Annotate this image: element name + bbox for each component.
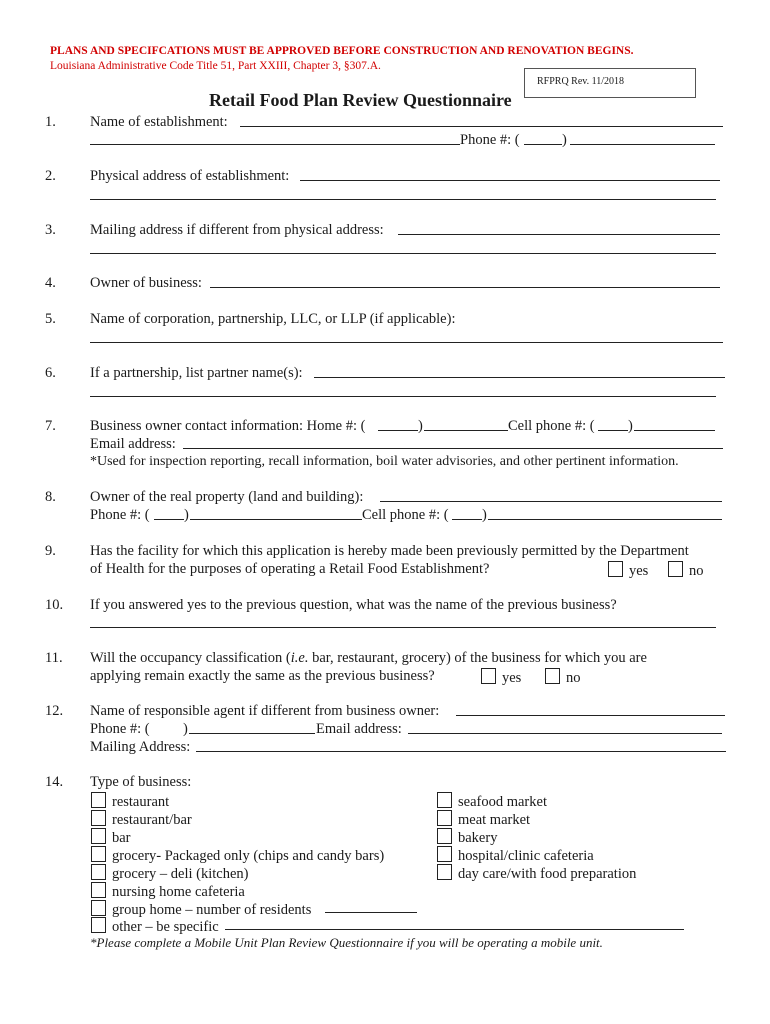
approval-warning: PLANS AND SPECIFCATIONS MUST BE APPROVED BEFORE CONSTRUCTION AND RENOVATION BEGINS. [50, 45, 634, 57]
q9-number: 9. [45, 543, 56, 559]
option-other[interactable] [91, 917, 219, 936]
q4-owner-field[interactable] [210, 287, 720, 288]
q8-owner-field[interactable] [380, 501, 722, 502]
checkbox[interactable] [437, 864, 452, 880]
q2-number: 2. [45, 168, 56, 184]
q9-line1: Has the facility for which this application is hereby made been previously permitted by the Department [90, 543, 689, 559]
q3-label: Mailing address if different from physical address: [90, 222, 384, 238]
q9-yes-checkbox[interactable] [608, 561, 623, 577]
q7-number: 7. [45, 418, 56, 434]
q8-phone-field[interactable] [190, 519, 362, 520]
option-grocery-packaged[interactable] [91, 846, 384, 865]
form-title: Retail Food Plan Review Questionnaire [209, 90, 512, 110]
option-restaurant-bar[interactable] [91, 810, 192, 829]
option-label: nursing home cafeteria [112, 884, 245, 900]
option-label: group home – number of residents [112, 902, 312, 918]
q7-home-area-field[interactable] [378, 430, 418, 431]
code-reference: Louisiana Administrative Code Title 51, Part XXIII, Chapter 3, §307.A. [50, 60, 381, 72]
q8-phone-label: Phone #: ( [90, 507, 150, 523]
q7-home-close: ) [418, 418, 423, 434]
q1-phone-label: Phone #: ( [460, 132, 520, 148]
q8-phone-close: ) [184, 507, 189, 523]
option-label: restaurant [112, 794, 170, 810]
option-grocery-deli[interactable] [91, 864, 248, 883]
checkbox[interactable] [437, 810, 452, 826]
q9-yes-option[interactable] [608, 561, 648, 580]
q9-no-option[interactable] [668, 561, 704, 580]
mobile-unit-note: *Please complete a Mobile Unit Plan Review Questionnaire if you will be operating a mobile unit. [90, 935, 603, 950]
q1-number: 1. [45, 114, 56, 130]
option-seafood-market[interactable] [437, 792, 547, 811]
q11-number: 11. [45, 650, 63, 666]
option-label: hospital/clinic cafeteria [458, 848, 594, 864]
option-label: restaurant/bar [112, 812, 192, 828]
q7-cell-label: Cell phone #: ( [508, 418, 595, 434]
option-nursing-home[interactable] [91, 882, 245, 901]
q8-cell-label: Cell phone #: ( [362, 507, 449, 523]
checkbox[interactable] [91, 792, 106, 808]
q12-label: Name of responsible agent if different from business owner: [90, 703, 440, 719]
checkbox[interactable] [437, 828, 452, 844]
q7-cell-phone-field[interactable] [634, 430, 715, 431]
q3-mailing-field[interactable] [398, 234, 720, 235]
q14-number: 14. [45, 774, 64, 790]
q5-corporation-field[interactable] [90, 342, 723, 343]
q7-note: *Used for inspection reporting, recall information, boil water advisories, and other pertinent information. [90, 454, 679, 469]
q1-name-field-cont[interactable] [90, 144, 460, 145]
q11-yes-checkbox[interactable] [481, 668, 496, 684]
q12-email-label: Email address: [316, 721, 402, 737]
q5-number: 5. [45, 311, 56, 327]
checkbox[interactable] [437, 792, 452, 808]
q5-label: Name of corporation, partnership, LLC, or LLP (if applicable): [90, 311, 456, 327]
q10-previous-business-field[interactable] [90, 627, 716, 628]
option-label: day care/with food preparation [458, 866, 637, 882]
q1-phone-area-field[interactable] [524, 144, 562, 145]
option-label: other – be specific [112, 919, 219, 935]
option-label: bakery [458, 830, 498, 846]
q7-cell-area-field[interactable] [598, 430, 628, 431]
q11-no-checkbox[interactable] [545, 668, 560, 684]
q1-phone-field[interactable] [570, 144, 715, 145]
q6-partner-field-cont[interactable] [90, 396, 716, 397]
other-specify-field[interactable] [225, 929, 684, 930]
group-home-residents-field[interactable] [325, 912, 417, 913]
q11-line1-b: bar, restaurant, grocery) of the business for which you are [308, 650, 647, 666]
q9-no-checkbox[interactable] [668, 561, 683, 577]
q8-phone-area-field[interactable] [154, 519, 184, 520]
q8-number: 8. [45, 489, 56, 505]
option-hospital-cafeteria[interactable] [437, 846, 594, 865]
q9-line2: of Health for the purposes of operating a Retail Food Establishment? [90, 561, 490, 577]
q8-cell-phone-field[interactable] [488, 519, 722, 520]
q11-yes-label: yes [502, 670, 522, 686]
q11-line1 [90, 650, 647, 667]
checkbox[interactable] [91, 882, 106, 898]
q1-phone-close: ) [562, 132, 567, 148]
q6-number: 6. [45, 365, 56, 381]
q12-email-field[interactable] [408, 733, 722, 734]
q12-mailing-field[interactable] [196, 751, 726, 752]
checkbox[interactable] [91, 917, 106, 933]
checkbox[interactable] [437, 846, 452, 862]
checkbox[interactable] [91, 864, 106, 880]
q4-number: 4. [45, 275, 56, 291]
q9-yes-label: yes [629, 563, 649, 579]
q7-home-phone-field[interactable] [424, 430, 508, 431]
revision-box [524, 68, 696, 98]
q12-phone-close: ) [183, 721, 188, 737]
revision-label: RFPRQ Rev. 11/2018 [537, 76, 625, 87]
q11-no-label: no [566, 670, 581, 686]
q7-email-field[interactable] [183, 448, 723, 449]
q11-no-option[interactable] [545, 668, 581, 687]
option-meat-market[interactable] [437, 810, 530, 829]
q11-line2: applying remain exactly the same as the previous business? [90, 668, 435, 684]
q12-number: 12. [45, 703, 64, 719]
q6-label: If a partnership, list partner name(s): [90, 365, 303, 381]
q10-number: 10. [45, 597, 64, 613]
q7-cell-close: ) [628, 418, 633, 434]
q12-mailing-label: Mailing Address: [90, 739, 191, 755]
option-label: grocery- Packaged only (chips and candy bars) [112, 848, 385, 864]
q4-label: Owner of business: [90, 275, 202, 291]
checkbox[interactable] [91, 810, 106, 826]
q8-cell-close: ) [482, 507, 487, 523]
option-label: grocery – deli (kitchen) [112, 866, 249, 882]
q11-ie: i.e. [290, 650, 309, 666]
q12-agent-field[interactable] [456, 715, 725, 716]
q1-name-field[interactable] [240, 126, 723, 127]
q12-phone-label: Phone #: ( [90, 721, 150, 737]
option-day-care[interactable] [437, 864, 636, 883]
q1-label: Name of establishment: [90, 114, 228, 130]
option-label: bar [112, 830, 131, 846]
q7-home-label: Business owner contact information: Home #: ( [90, 418, 366, 434]
q7-email-label: Email address: [90, 436, 176, 452]
option-bakery[interactable] [437, 828, 497, 847]
q3-number: 3. [45, 222, 56, 238]
q11-yes-option[interactable] [481, 668, 521, 687]
q11-line1-a: Will the occupancy classification ( [90, 650, 291, 666]
option-label: meat market [458, 812, 531, 828]
q9-no-label: no [689, 563, 704, 579]
option-label: seafood market [458, 794, 547, 810]
checkbox[interactable] [91, 828, 106, 844]
q2-label: Physical address of establishment: [90, 168, 290, 184]
checkbox[interactable] [91, 900, 106, 916]
q12-phone-field[interactable] [189, 733, 315, 734]
option-restaurant[interactable] [91, 792, 169, 811]
q3-mailing-field-cont[interactable] [90, 253, 716, 254]
option-bar[interactable] [91, 828, 131, 847]
q8-label: Owner of the real property (land and building): [90, 489, 364, 505]
q2-address-field-cont[interactable] [90, 199, 716, 200]
q14-label: Type of business: [90, 774, 192, 790]
q8-cell-area-field[interactable] [452, 519, 482, 520]
q10-label: If you answered yes to the previous question, what was the name of the previous business? [90, 597, 617, 613]
checkbox[interactable] [91, 846, 106, 862]
q6-partner-field[interactable] [314, 377, 725, 378]
q2-address-field[interactable] [300, 180, 720, 181]
